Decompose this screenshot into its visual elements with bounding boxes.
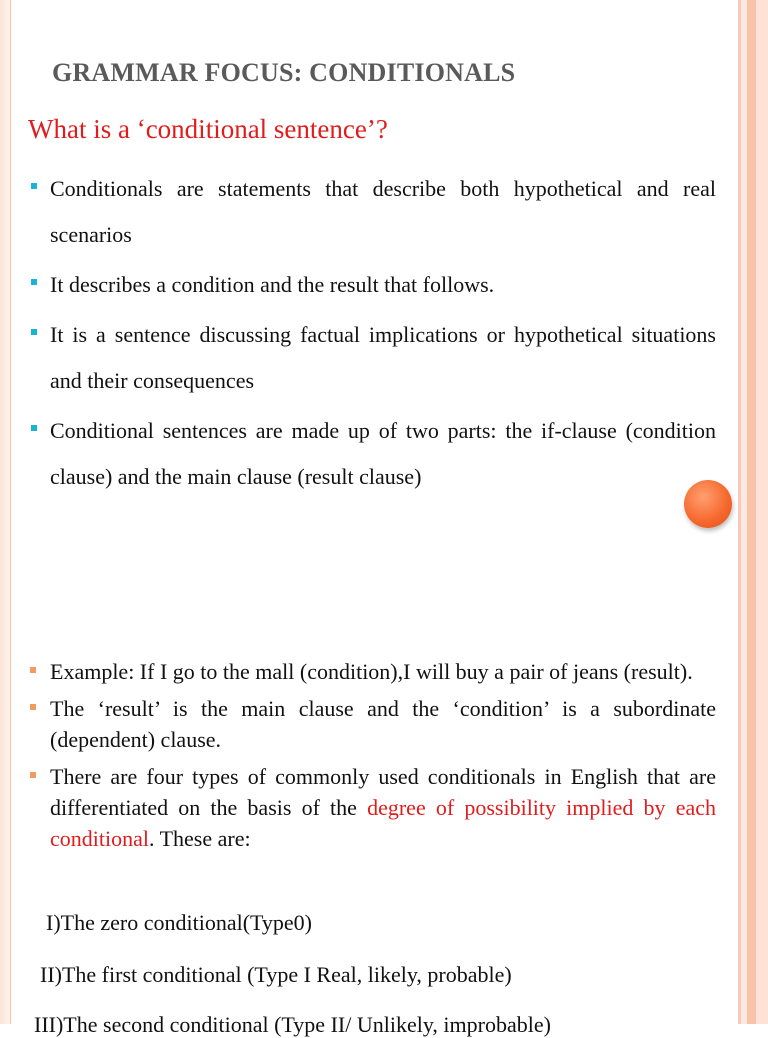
list-item: It is a sentence discussing factual implications or hypothetical situations and their consequences bbox=[28, 312, 716, 404]
type-first-line: II)The first conditional (Type I Real, likely, probable) bbox=[40, 962, 512, 987]
type-second-line: III)The second conditional (Type II/ Unlikely, improbable) bbox=[34, 1012, 551, 1037]
right-frame-stripes bbox=[734, 0, 768, 1024]
slide-title: GRAMMAR FOCUS: CONDITIONALS bbox=[52, 58, 516, 87]
square-bullet-icon bbox=[31, 279, 37, 285]
square-bullet-icon bbox=[30, 772, 36, 778]
square-bullet-icon bbox=[30, 704, 36, 710]
left-frame-border bbox=[0, 0, 11, 1024]
square-bullet-icon bbox=[31, 329, 37, 335]
slide-question: What is a ‘conditional sentence’? bbox=[28, 114, 388, 144]
type-zero-line: I)The zero conditional(Type0) bbox=[46, 910, 313, 935]
list-item: There are four types of commonly used conditionals in English that are differentiated on the basis of the degree of possibility implied by each conditional. These are: bbox=[28, 761, 716, 854]
square-bullet-icon bbox=[31, 183, 37, 189]
highlight-text: degree of possibility implied by each conditional bbox=[50, 795, 716, 851]
list-item: It describes a condition and the result that follows. bbox=[28, 262, 716, 308]
list-item: Conditionals are statements that describe both hypothetical and real scenarios bbox=[28, 166, 716, 258]
example-bullet-list bbox=[28, 656, 716, 860]
list-item: Conditional sentences are made up of two parts: the if-clause (condition clause) and the main clause (result clause) bbox=[28, 408, 716, 500]
definition-bullet-list bbox=[28, 166, 716, 504]
square-bullet-icon bbox=[31, 425, 37, 431]
list-item: Example: If I go to the mall (condition),I will buy a pair of jeans (result). bbox=[28, 656, 716, 687]
list-item: The ‘result’ is the main clause and the ‘condition’ is a subordinate (dependent) clause. bbox=[28, 693, 716, 755]
square-bullet-icon bbox=[30, 667, 36, 673]
